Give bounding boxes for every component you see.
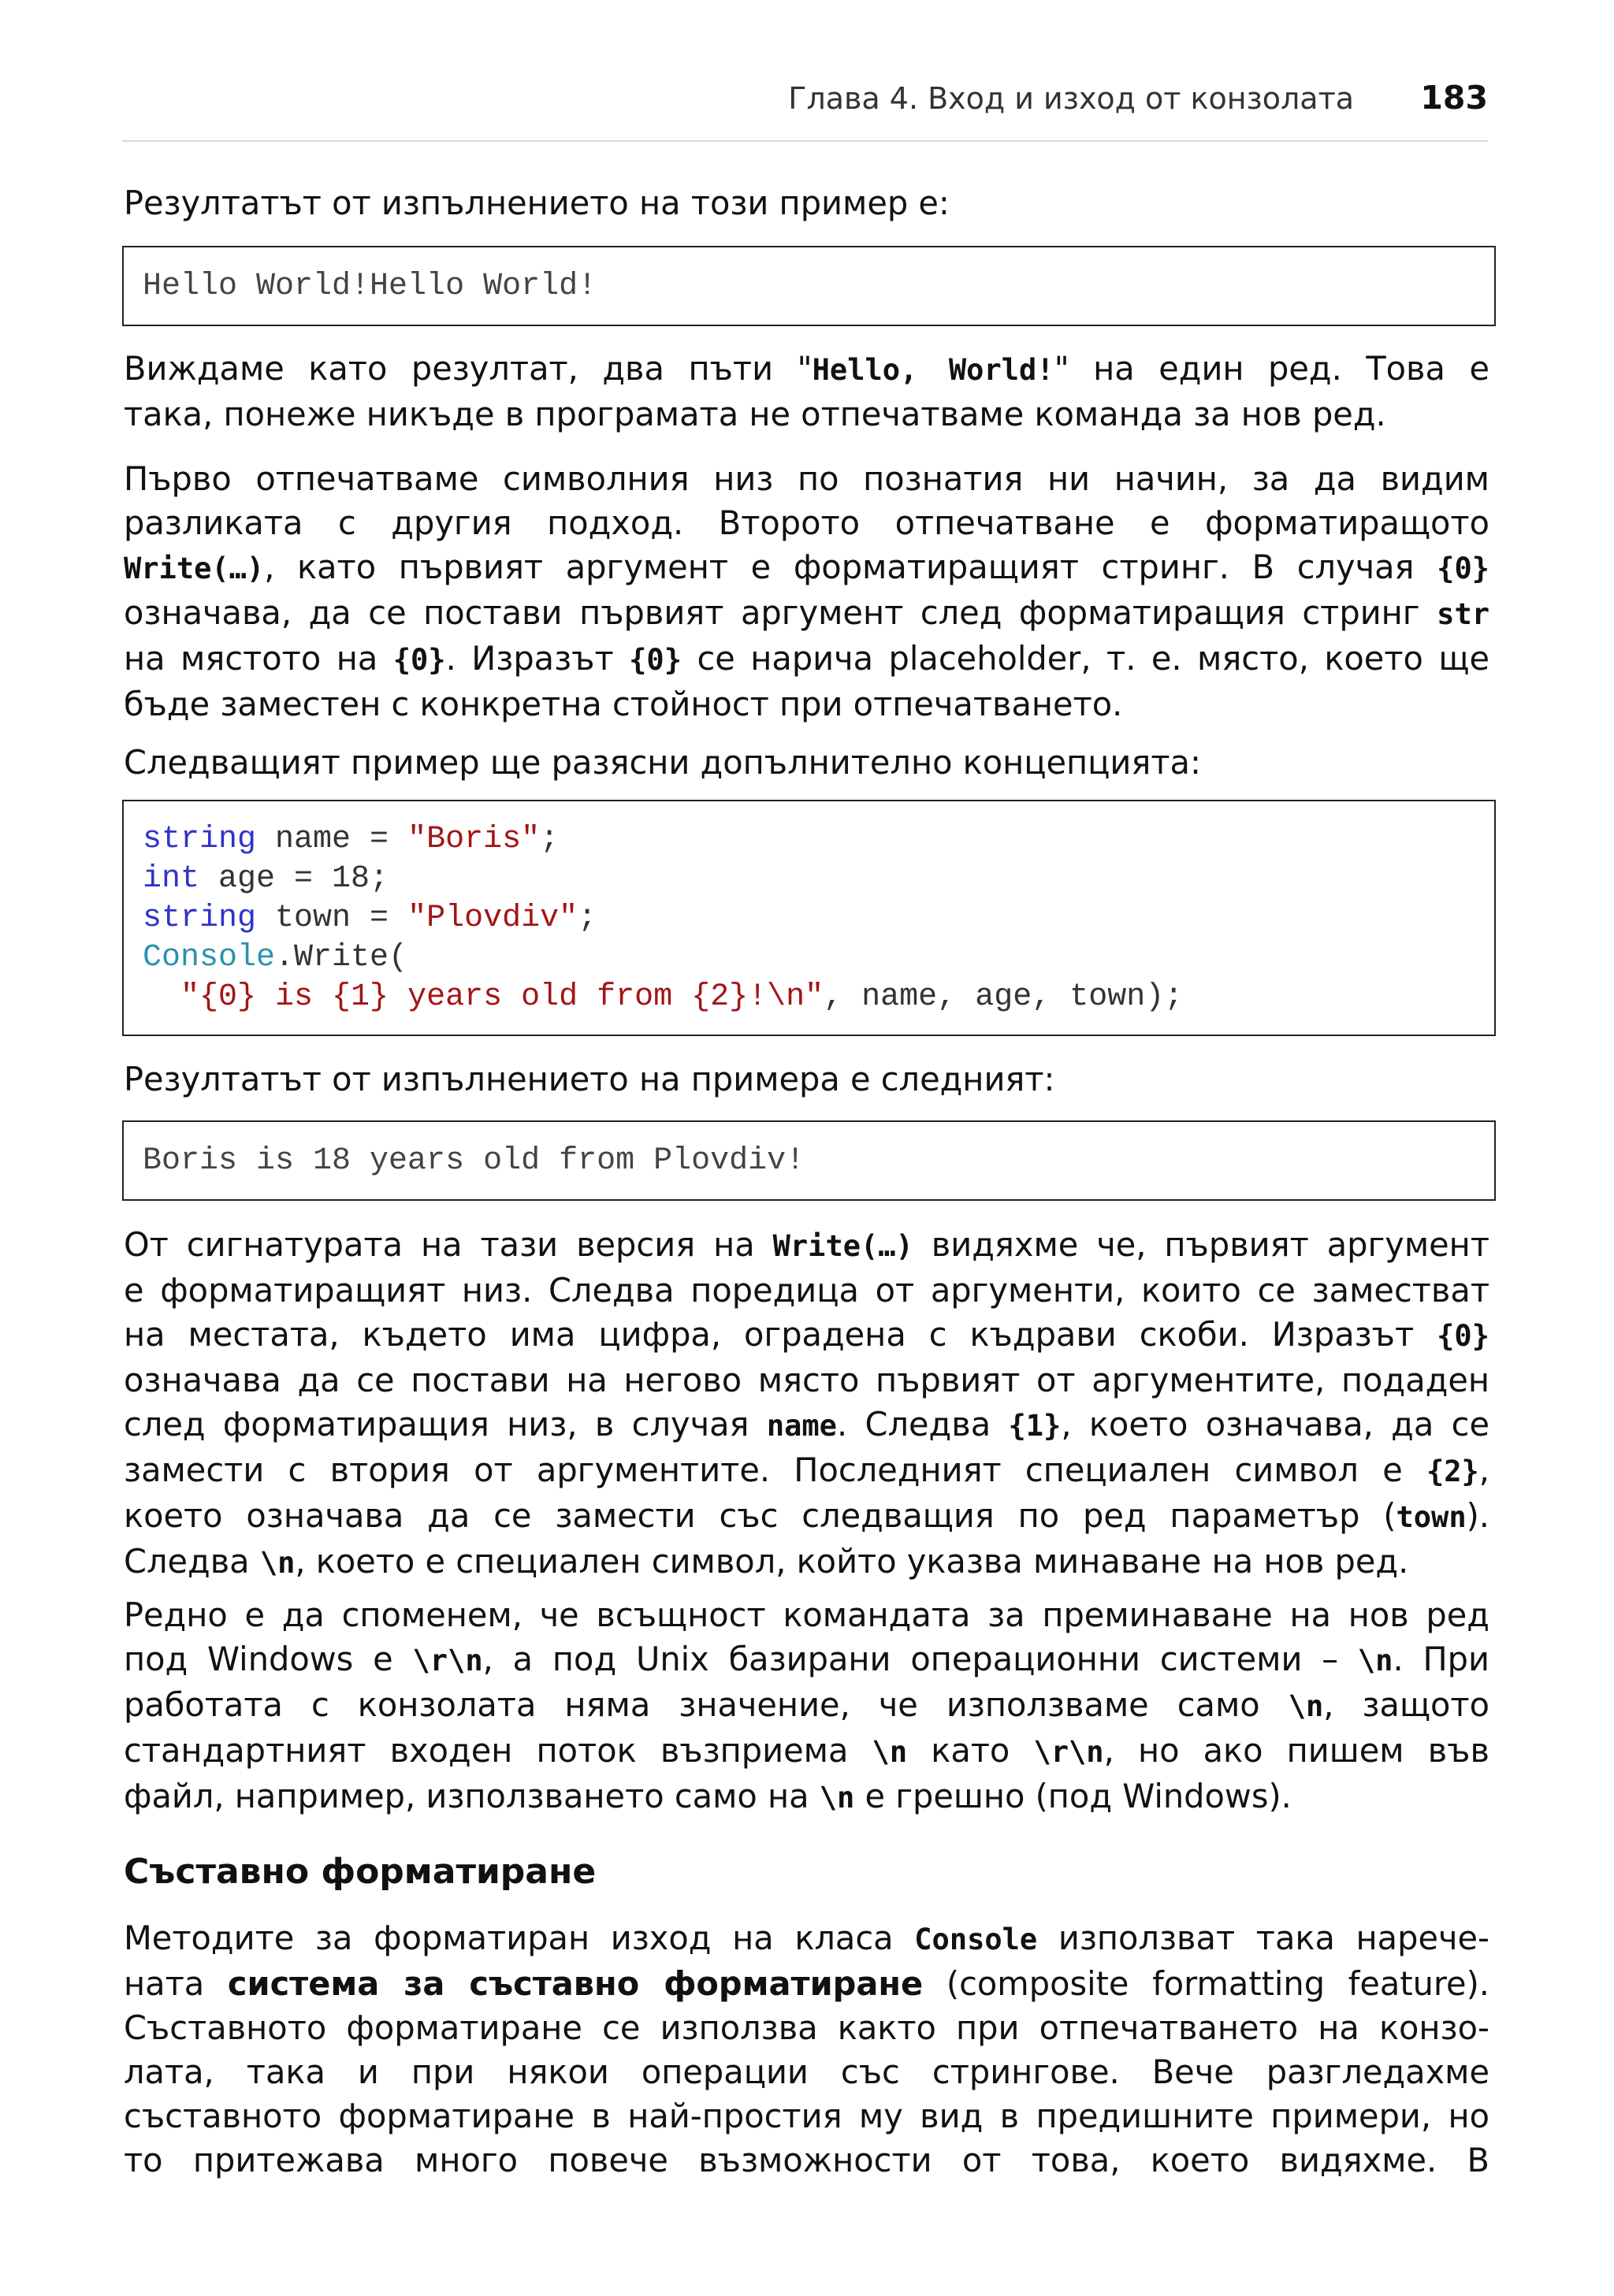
inline-code: \n <box>819 1781 855 1815</box>
text-run: "Boris" <box>407 822 541 857</box>
text-line <box>124 1774 1489 1820</box>
inline-code: town <box>1396 1500 1467 1534</box>
text-run: Виждаме като резултат, два пъти " <box>124 349 813 388</box>
text-line <box>124 1637 1489 1683</box>
code-line <box>143 940 407 975</box>
inline-code: Console <box>914 1923 1038 1956</box>
inline-code: {0} <box>392 643 446 677</box>
console-output-text: Hello World!Hello World! <box>143 269 597 304</box>
text-line: така, понеже никъде в програмата не отпечатваме команда за нов ред. <box>124 395 1386 433</box>
inline-code: {1} <box>1008 1409 1062 1443</box>
text-run: след форматиращия низ, в случая <box>124 1405 749 1443</box>
text-line: съставното форматиране в най-простия му вид в предишните примери, но <box>124 2097 1489 2135</box>
page-header <box>122 79 1488 142</box>
inline-code: {0} <box>629 643 682 677</box>
text-run: string <box>143 822 257 857</box>
text-line: Редно е да споменем, че всъщност командата за преминаване на нов ред <box>124 1596 1489 1634</box>
text-line <box>124 1448 1489 1494</box>
text-line <box>124 1402 1489 1448</box>
text-run: което означава да се замести със следващия по ред параметър ( <box>124 1496 1396 1535</box>
inline-code: \n <box>1288 1689 1324 1723</box>
text-run: видяхме че, първият аргумент <box>931 1225 1489 1264</box>
text-line: Резултатът от изпълнението на този пример е: <box>124 184 950 222</box>
text-line: то притежава много повече възможности от това, което видяхме. В <box>124 2141 1489 2179</box>
inline-code: Hello, World! <box>812 353 1054 387</box>
paragraph-newline-note <box>124 1593 1489 1820</box>
text-run: стандартният входен поток възприема <box>124 1731 849 1770</box>
text-run: като <box>931 1731 1010 1770</box>
text-run: . При <box>1393 1640 1489 1678</box>
text-run: , а под Unix базирани операционни системи – <box>482 1640 1339 1678</box>
text-line <box>124 1729 1489 1774</box>
text-run: , което означава, да се <box>1061 1405 1489 1443</box>
text-run: Console <box>143 940 276 975</box>
text-line <box>124 347 1489 392</box>
text-run: , което е специален символ, който указва минаване на нов ред. <box>295 1542 1409 1581</box>
text-line: лата, така и при някои операции със стрингове. Вече разгледахме <box>124 2053 1489 2091</box>
inline-code: \n <box>1357 1644 1393 1677</box>
code-line <box>143 822 559 857</box>
inline-code: {0} <box>1437 552 1489 585</box>
code-example-box <box>122 800 1496 1036</box>
inline-code: {0} <box>1437 1319 1489 1353</box>
text-run: Следва <box>124 1542 250 1581</box>
text-run: ; <box>578 901 597 936</box>
text-run: "Plovdiv" <box>407 901 578 936</box>
text-run: "{0} is {1} years old from {2}!\n" <box>180 979 824 1015</box>
text-run: под Windows е <box>124 1640 393 1678</box>
text-run: town = <box>256 901 408 936</box>
text-run: на местата, където има цифра, оградена с къдрави скоби. Изразът <box>124 1315 1415 1354</box>
text-line: Резултатът от изпълнението на примера е следният: <box>124 1060 1055 1098</box>
text-line <box>124 1683 1489 1729</box>
inline-code: name <box>766 1409 837 1443</box>
text-run: работата с конзолата няма значение, че използваме само <box>124 1685 1260 1724</box>
text-line <box>124 591 1489 637</box>
code-line <box>143 861 389 897</box>
text-run: , защото <box>1323 1685 1489 1724</box>
inline-code: \r\n <box>1033 1735 1104 1769</box>
text-line <box>124 1223 1489 1269</box>
text-line: бъде заместен с конкретна стойност при отпечатването. <box>124 685 1123 723</box>
paragraph-result-intro <box>124 181 1489 225</box>
text-line <box>124 1962 1489 2006</box>
inline-code: \n <box>259 1546 296 1580</box>
text-run: използват така нарече- <box>1058 1919 1489 1957</box>
text-run: , <box>1478 1451 1489 1489</box>
text-run: ната <box>124 1964 205 2003</box>
paragraph-result-intro-2 <box>124 1057 1489 1102</box>
console-output-box <box>122 246 1496 326</box>
section-heading: Съставно форматиране <box>124 1852 597 1892</box>
text-line <box>124 545 1489 591</box>
text-line: Съставното форматиране се използва както при отпечатването на конзо- <box>124 2008 1489 2047</box>
inline-code: \n <box>872 1735 908 1769</box>
bold-term: система за съставно форматиране <box>227 1964 924 2003</box>
text-line <box>124 1916 1489 1962</box>
text-run: , но ако пишем във <box>1103 1731 1489 1770</box>
text-run <box>143 979 180 1015</box>
text-run: е грешно (под Windows). <box>865 1777 1292 1815</box>
chapter-title: Глава 4. Вход и изход от конзолата <box>788 81 1354 116</box>
text-run: се нарича placeholder, т. е. място, което ще <box>697 639 1489 678</box>
text-run: , като първият аргумент е форматиращият стринг. В случая <box>264 548 1415 586</box>
text-line: означава да се постави на негово място първият от аргументите, подаден <box>124 1361 1489 1399</box>
text-line <box>124 1494 1489 1540</box>
code-line <box>143 901 597 936</box>
text-run: .Write( <box>275 940 408 975</box>
text-run: (composite formatting feature). <box>946 1964 1489 2003</box>
text-line <box>124 1540 1489 1585</box>
text-run: ; <box>540 822 560 857</box>
code-line <box>143 979 1183 1015</box>
page-number: 183 <box>1420 79 1488 117</box>
text-run: ). <box>1466 1496 1489 1535</box>
text-line: Следващият пример ще разясни допълнително концепцията: <box>124 743 1201 782</box>
console-output-text-2: Boris is 18 years old from Plovdiv! <box>143 1143 805 1179</box>
text-line: разликата с другия подход. Второто отпечатване е форматиращото <box>124 503 1489 542</box>
text-run: От сигнатурата на тази версия на <box>124 1225 755 1264</box>
inline-code: str <box>1437 597 1489 631</box>
text-run: " на един ред. Това е <box>1054 349 1489 388</box>
text-run: файл, например, използването само на <box>124 1777 809 1815</box>
paragraph-hello-world <box>124 347 1489 437</box>
text-run: на мястото на <box>124 639 378 678</box>
text-line: Първо отпечатваме символния низ по познатия ни начин, за да видим <box>124 459 1489 498</box>
paragraph-formatting-explanation <box>124 457 1489 726</box>
text-run: name = <box>256 822 408 857</box>
text-run: . Изразът <box>445 639 614 678</box>
text-run: age = 18; <box>199 861 389 897</box>
text-run: Методите за форматиран изход на класа <box>124 1919 894 1957</box>
inline-code: \r\n <box>412 1644 483 1677</box>
paragraph-signature-explanation <box>124 1223 1489 1585</box>
console-output-box-2 <box>122 1120 1496 1201</box>
inline-code: Write(…) <box>124 552 265 585</box>
text-run: . Следва <box>836 1405 991 1443</box>
text-run: замести с втория от аргументите. Последният специален символ е <box>124 1451 1403 1489</box>
text-run: , name, age, town); <box>824 979 1184 1015</box>
text-run: означава, да се постави първият аргумент след форматиращия стринг <box>124 593 1420 632</box>
inline-code: {2} <box>1426 1455 1479 1488</box>
text-run: int <box>143 861 200 897</box>
paragraph-composite-formatting <box>124 1916 1489 2183</box>
paragraph-next-example <box>124 741 1489 785</box>
text-line <box>124 637 1489 682</box>
text-run: string <box>143 901 257 936</box>
inline-code: Write(…) <box>772 1229 913 1263</box>
text-line: е форматиращият низ. Следва поредица от аргументи, които се заместват <box>124 1271 1489 1310</box>
text-line <box>124 1313 1489 1358</box>
